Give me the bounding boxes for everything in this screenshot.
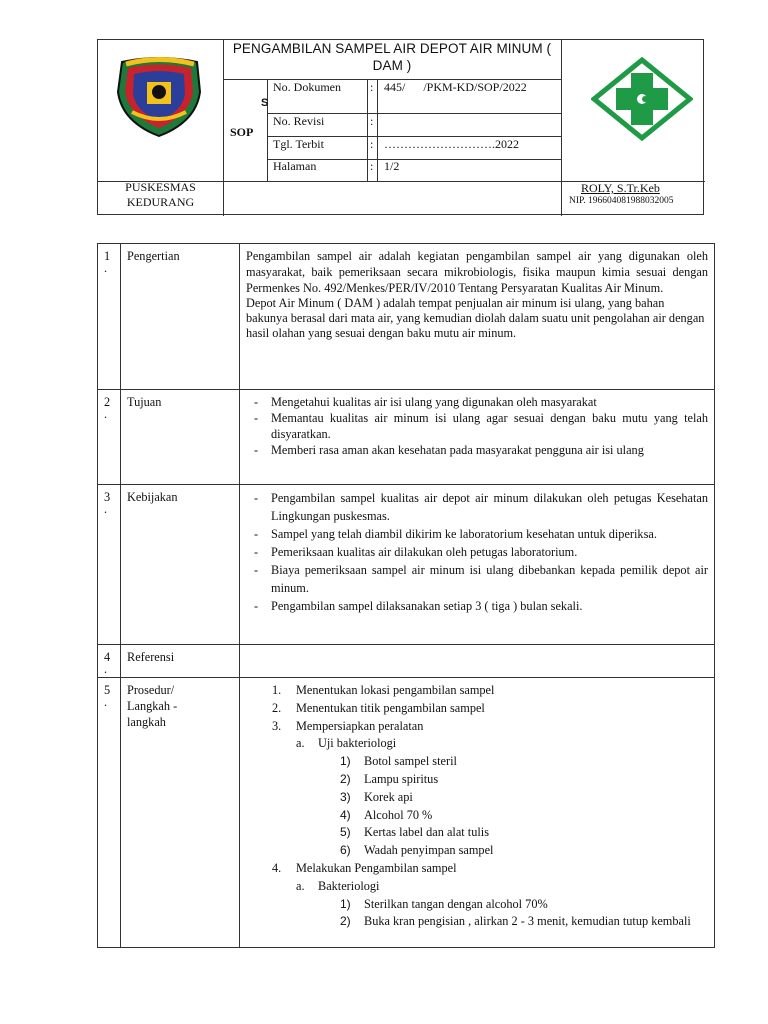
field-value-halaman: 1/2 — [384, 159, 400, 173]
bullet-list — [246, 489, 708, 615]
list-item: - Mengetahui kualitas air isi ulang yang digunakan oleh masyarakat — [246, 394, 708, 410]
document-header — [97, 39, 704, 215]
field-label-no-dokumen: No. Dokumen — [273, 80, 341, 94]
table-row — [98, 678, 715, 948]
list-item: - Pengambilan sampel kualitas air depot air minum dilakukan oleh petugas Kesehatan Lingkungan puskesmas. — [246, 489, 708, 525]
field-label-no-revisi: No. Revisi — [273, 114, 325, 128]
list-item: 2. Menentukan titik pengambilan sampel — [272, 700, 485, 715]
row-number: 3 . — [98, 485, 121, 645]
row-label: Tujuan — [121, 390, 240, 485]
row-label: Pengertian — [121, 244, 240, 390]
list-item: - Biaya pemeriksaan sampel air minum isi ulang dibebankan kepada pemilik depot air minum. — [246, 561, 708, 597]
regency-emblem-icon — [112, 52, 207, 138]
paragraph: Depot Air Minum ( DAM ) adalah tempat penjualan air minum isi ulang, yang bahan bakunya berasal dari mata air, yang kemudian diolah dalam suatu unit pengolahan air dengan hasil olahan yang sesuai dengan baku mutu air minum. — [246, 296, 705, 340]
row-number: 1 . — [98, 244, 121, 390]
list-item: 1) Botol sampel steril — [340, 754, 457, 769]
list-item: - Memantau kualitas air minum isi ulang agar sesuai dengan baku mutu yang telah disyaratkan. — [246, 410, 708, 442]
list-item: - Memberi rasa aman akan kesehatan pada masyarakat pengguna air isi ulang — [246, 442, 708, 458]
field-colon: : — [370, 137, 374, 151]
list-item: - Pemeriksaan kualitas air dilakukan oleh petugas laboratorium. — [246, 543, 708, 561]
list-item: 1. Menentukan lokasi pengambilan sampel — [272, 683, 495, 697]
field-colon: : — [370, 80, 374, 94]
field-colon: : — [370, 159, 374, 173]
document-title: PENGAMBILAN SAMPEL AIR DEPOT AIR MINUM ( DAM ) — [232, 41, 552, 73]
row-number: 4 . — [98, 645, 121, 678]
list-item: 6) Wadah penyimpan sampel — [340, 843, 494, 858]
sop-letter: S — [261, 97, 269, 109]
list-item: 3. Mempersiapkan peralatan — [272, 718, 424, 733]
field-value-tgl-terbit: ……………………….2022 — [384, 137, 519, 151]
list-item: 1) Sterilkan tangan dengan alcohol 70% — [340, 896, 548, 911]
list-item: - Pengambilan sampel dilaksanakan setiap 3 ( tiga ) bulan sekali. — [246, 597, 708, 615]
list-item: 2) Buka kran pengisian , alirkan 2 - 3 menit, kemudian tutup kembali — [340, 914, 691, 929]
institution-name: PUSKESMAS KEDURANG — [125, 180, 196, 209]
row-number: 2 . — [98, 390, 121, 485]
list-item: 2) Lampu spiritus — [340, 771, 439, 786]
signer-nip: NIP. 196604081988032005 — [569, 196, 674, 206]
row-content — [240, 244, 715, 390]
table-row — [98, 485, 715, 645]
table-row — [98, 390, 715, 485]
list-item: a. Uji bakteriologi — [296, 736, 397, 751]
list-item: 3) Korek api — [340, 789, 413, 804]
field-label-halaman: Halaman — [273, 159, 317, 173]
row-label: Kebijakan — [121, 485, 240, 645]
list-item: a. Bakteriologi — [296, 878, 380, 893]
row-label: Referensi — [121, 645, 240, 678]
row-content — [240, 645, 715, 678]
table-row — [98, 244, 715, 390]
puskesmas-cross-icon — [591, 57, 693, 141]
row-content — [240, 485, 715, 645]
field-label-tgl-terbit: Tgl. Terbit — [273, 137, 324, 151]
field-colon: : — [370, 114, 374, 128]
row-number: 5 . — [98, 678, 121, 948]
sop-content-table — [97, 243, 715, 948]
table-row — [98, 645, 715, 678]
paragraph: Pengambilan sampel air adalah kegiatan pengambilan sampel air yang digunakan oleh masyarakat, baik pemeriksaan secara mikrobiologis, fisika maupun kimia sesuai dengan Permenkes No. 492/Menkes/PER/IV/2010 Tentang Persyaratan Kualitas Air Minum. — [246, 249, 708, 295]
row-content — [240, 390, 715, 485]
field-value-no-dokumen: 445/ /PKM-KD/SOP/2022 — [384, 80, 527, 94]
list-item: - Sampel yang telah diambil dikirim ke laboratorium kesehatan untuk diperiksa. — [246, 525, 708, 543]
procedure-list — [246, 682, 708, 931]
sop-label: SOP — [230, 125, 254, 139]
signer-name: ROLY, S.Tr.Keb — [581, 181, 660, 195]
list-item: 4) Alcohol 70 % — [340, 807, 433, 822]
list-item: 4. Melakukan Pengambilan sampel — [272, 860, 457, 875]
row-content — [240, 678, 715, 948]
row-label: Prosedur/ Langkah - langkah — [121, 678, 240, 948]
bullet-list — [246, 394, 708, 458]
list-item: 5) Kertas label dan alat tulis — [340, 825, 489, 840]
